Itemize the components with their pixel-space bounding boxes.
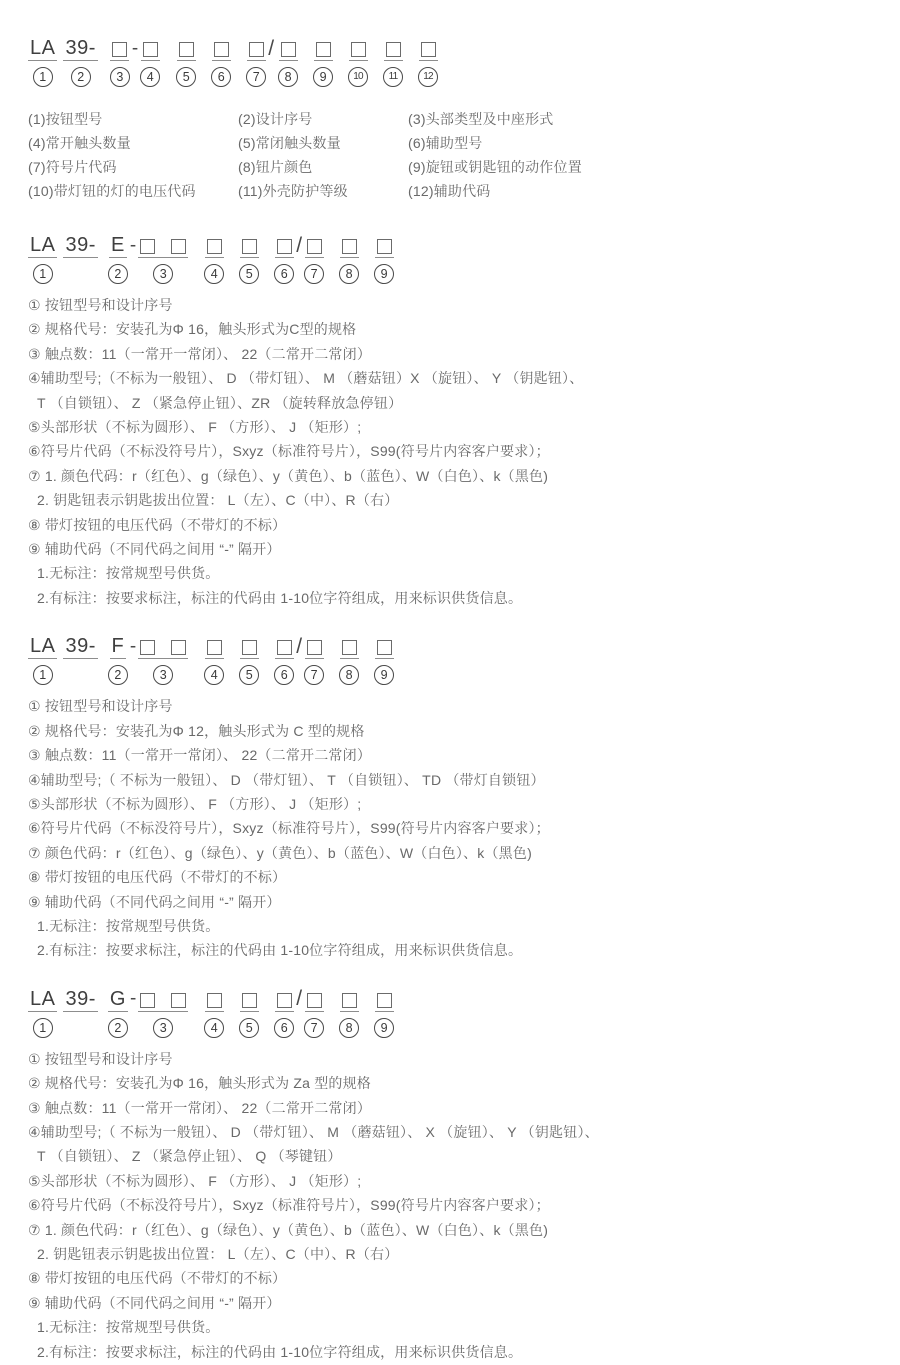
circled-number-6: 6 <box>274 1018 294 1038</box>
code-part-letter: G 2 <box>108 987 128 1038</box>
circled-number-6: 6 <box>211 67 231 87</box>
code-box <box>307 239 322 254</box>
spec-line: ⑥符号片代码（不标没符号片），Sxyz（标准符号片），S99(符号片内容客户要求）； <box>28 820 550 837</box>
spec-line: T （自锁钮）、 Z （紧急停止钮）、 Q （琴键钮） <box>37 1148 342 1165</box>
code-box <box>342 640 357 655</box>
code-part-series: 39- <box>65 987 96 1010</box>
section-la39-g <box>28 987 870 1364</box>
spec-line: ② 规格代号：安装孔为Φ 12，触头形式为 C 型的规格 <box>28 722 365 739</box>
spec-line: ⑧ 带灯按钮的电压代码（不带灯的不标） <box>28 869 287 886</box>
spec-line: 2.有标注：按要求标注，标注的代码由 1-10位字符组成，用来标识供货信息。 <box>37 1343 523 1360</box>
code-slot-6 <box>274 987 294 1038</box>
hyphen-separator: - <box>129 234 137 256</box>
code-slot-9 <box>313 36 333 87</box>
circled-number-2: 2 <box>108 665 128 685</box>
code-box <box>277 640 292 655</box>
code-slot-4 <box>204 233 224 284</box>
spec-line: ⑥符号片代码（不标没符号片），Sxyz（标准符号片），S99(符号片内容客户要求）； <box>28 443 550 460</box>
circled-number-7: 7 <box>246 67 266 87</box>
code-box <box>143 42 158 57</box>
code-slot-7 <box>304 987 324 1038</box>
spec-line: 1.无标注：按常规型号供货。 <box>37 565 220 582</box>
code-box <box>377 993 392 1008</box>
circled-number-10: 10 <box>348 67 368 87</box>
circled-number-7: 7 <box>304 264 324 284</box>
circled-number-5: 5 <box>239 264 259 284</box>
spec-line: ③ 触点数：11（一常开一常闭）、 22（二常开二常闭） <box>28 345 372 362</box>
legend-item: (4)常开触头数量 <box>28 135 131 151</box>
section-g-lines <box>28 1047 870 1364</box>
code-slot-7 <box>304 233 324 284</box>
section-la39-e <box>28 233 870 610</box>
circled-number-5: 5 <box>176 67 196 87</box>
code-box <box>307 993 322 1008</box>
spec-line: 2.有标注：按要求标注，标注的代码由 1-10位字符组成，用来标识供货信息。 <box>37 942 523 959</box>
circled-number-4: 4 <box>204 264 224 284</box>
code-box <box>342 239 357 254</box>
circled-number-2: 2 <box>71 67 91 87</box>
circled-number-1: 1 <box>33 1018 53 1038</box>
hyphen-separator: - <box>131 37 139 59</box>
spec-line: 1.无标注：按常规型号供货。 <box>37 1319 220 1336</box>
spec-line: ⑨ 辅助代码（不同代码之间用 “-” 隔开） <box>28 893 281 910</box>
spec-line: 2. 钥匙钮表示钥匙拔出位置： L（左）、C（中）、R（右） <box>37 492 399 509</box>
spec-line: ① 按钮型号和设计序号 <box>28 698 173 715</box>
spec-line: ③ 触点数：11（一常开一常闭）、 22（二常开二常闭） <box>28 747 372 764</box>
code-slot-11 <box>383 36 403 87</box>
code-slot-4 <box>140 36 160 87</box>
spec-line: ⑦ 1. 颜色代码：r（红色）、g（绿色）、y（黄色）、b（蓝色）、W（白色）、k（黑色) <box>28 1221 549 1238</box>
slash-separator: / <box>296 987 303 1011</box>
code-slot-5 <box>176 36 196 87</box>
code-box <box>307 640 322 655</box>
code-box <box>386 42 401 57</box>
code-box <box>316 42 331 57</box>
model-code-diagram-f <box>28 634 870 685</box>
brand-text: LA <box>30 37 56 59</box>
slash-separator: / <box>296 634 303 658</box>
code-slot-5 <box>239 233 259 284</box>
spec-line: ⑤头部形状（不标为圆形）、 F （方形）、 J （矩形）; <box>28 1172 362 1189</box>
series-text: 39- <box>65 37 96 59</box>
slash-separator: / <box>268 36 275 60</box>
spec-line: ④辅助型号;（不标为一般钮）、 D （带灯钮）、 M （蘑菇钮）X （旋钮）、 Y （钥匙钮）、 <box>28 370 584 387</box>
code-box <box>377 640 392 655</box>
code-box <box>207 640 222 655</box>
code-part-series <box>63 36 97 87</box>
code-part-brand: LA 1 <box>28 987 57 1038</box>
slash-separator: / <box>296 233 303 257</box>
spec-line: ⑧ 带灯按钮的电压代码（不带灯的不标） <box>28 1270 287 1287</box>
code-box <box>214 42 229 57</box>
code-box <box>171 640 186 655</box>
circled-number-12: 12 <box>418 67 438 87</box>
circled-number-5: 5 <box>239 1018 259 1038</box>
code-box <box>421 42 436 57</box>
circled-number-7: 7 <box>304 1018 324 1038</box>
code-slot-contacts <box>138 987 188 1038</box>
legend-item: (1)按钮型号 <box>28 111 103 127</box>
circled-number-11: 11 <box>383 67 403 87</box>
circled-number-4: 4 <box>140 67 160 87</box>
circled-number-3: 3 <box>153 264 173 284</box>
code-slot-8 <box>278 36 298 87</box>
code-box <box>179 42 194 57</box>
model-code-diagram-e <box>28 233 870 284</box>
legend-item: (5)常闭触头数量 <box>238 135 341 151</box>
code-slot-8 <box>339 987 359 1038</box>
code-slot-12 <box>418 36 438 87</box>
code-box <box>140 640 155 655</box>
spec-line: ① 按钮型号和设计序号 <box>28 297 173 313</box>
circled-number-9: 9 <box>374 264 394 284</box>
code-slot-contacts <box>138 634 188 685</box>
code-box <box>112 42 127 57</box>
code-slot-6 <box>274 233 294 284</box>
code-part-letter: F 2 <box>108 634 128 685</box>
legend-item: (6)辅助型号 <box>408 135 483 151</box>
spec-line: ③ 触点数：11（一常开一常闭）、 22（二常开二常闭） <box>28 1099 372 1116</box>
spec-line: ④辅助型号;（ 不标为一般钮）、 D （带灯钮）、 T （自锁钮）、 TD （带灯自锁钮） <box>28 771 545 788</box>
spec-line: ⑨ 辅助代码（不同代码之间用 “-” 隔开） <box>28 541 281 558</box>
spec-line: 2.有标注：按要求标注，标注的代码由 1-10位字符组成，用来标识供货信息。 <box>37 589 523 606</box>
spec-line: ① 按钮型号和设计序号 <box>28 1050 173 1067</box>
section-f-lines <box>28 694 870 962</box>
legend-item: (8)钮片颜色 <box>238 159 313 175</box>
circled-number-3: 3 <box>153 665 173 685</box>
spec-line: 2. 钥匙钮表示钥匙拔出位置： L（左）、C（中）、R（右） <box>37 1246 399 1262</box>
circled-number-9: 9 <box>374 665 394 685</box>
spec-line: ④辅助型号;（ 不标为一般钮）、 D （带灯钮）、 M （蘑菇钮）、 X （旋钮）、 Y （钥匙钮）、 <box>28 1123 599 1140</box>
spec-line: ⑨ 辅助代码（不同代码之间用 “-” 隔开） <box>28 1294 281 1311</box>
circled-number-1: 1 <box>33 67 53 87</box>
code-box <box>249 42 264 57</box>
code-slot-contacts <box>138 233 188 284</box>
circled-number-7: 7 <box>304 665 324 685</box>
code-box <box>171 239 186 254</box>
code-part-letter: E 2 <box>108 233 128 284</box>
hyphen-separator: - <box>129 635 137 657</box>
spec-line: ⑧ 带灯按钮的电压代码（不带灯的不标） <box>28 516 287 533</box>
circled-number-2: 2 <box>108 264 128 284</box>
code-legend <box>28 107 870 203</box>
circled-number-9: 9 <box>374 1018 394 1038</box>
code-box <box>277 993 292 1008</box>
code-slot-5 <box>239 634 259 685</box>
code-box <box>140 239 155 254</box>
code-box <box>377 239 392 254</box>
code-slot-6 <box>211 36 231 87</box>
legend-item: (2)设计序号 <box>238 111 313 127</box>
legend-item: (10)带灯钮的灯的电压代码 <box>28 183 196 199</box>
code-slot-8 <box>339 634 359 685</box>
spec-line: ⑤头部形状（不标为圆形）、 F （方形）、 J （矩形）; <box>28 795 362 812</box>
circled-number-8: 8 <box>339 1018 359 1038</box>
code-part-series: 39- <box>65 234 96 256</box>
spec-line: ② 规格代号：安装孔为Φ 16，触头形式为C型的规格 <box>28 321 357 338</box>
code-box <box>242 640 257 655</box>
code-part-series: 39- <box>65 635 96 658</box>
model-code-diagram-full <box>28 36 870 87</box>
code-slot-7 <box>246 36 266 87</box>
code-slot-6 <box>274 634 294 685</box>
legend-item: (12)辅助代码 <box>408 183 491 199</box>
code-box <box>140 993 155 1008</box>
circled-number-2: 2 <box>108 1018 128 1038</box>
spec-line: ⑦ 颜色代码：r（红色）、g（绿色）、y（黄色）、b（蓝色）、W（白色）、k（黑色) <box>28 844 532 861</box>
code-box <box>242 993 257 1008</box>
spec-line: T （自锁钮）、 Z （紧急停止钮）、ZR （旋转释放急停钮） <box>37 394 403 411</box>
code-box <box>207 993 222 1008</box>
code-box <box>281 42 296 57</box>
circled-number-8: 8 <box>339 264 359 284</box>
code-slot-9 <box>374 987 394 1038</box>
code-slot-5 <box>239 987 259 1038</box>
code-box <box>242 239 257 254</box>
code-slot-10 <box>348 36 368 87</box>
circled-number-1: 1 <box>33 264 53 284</box>
circled-number-3: 3 <box>110 67 130 87</box>
code-box <box>207 239 222 254</box>
legend-item: (11)外壳防护等级 <box>238 183 348 199</box>
circled-number-4: 4 <box>204 665 224 685</box>
circled-number-9: 9 <box>313 67 333 87</box>
legend-item: (9)旋钮或钥匙钮的动作位置 <box>408 159 582 175</box>
legend-item: (7)符号片代码 <box>28 159 117 175</box>
code-box <box>277 239 292 254</box>
code-box <box>342 993 357 1008</box>
circled-number-6: 6 <box>274 264 294 284</box>
code-box <box>171 993 186 1008</box>
spec-line: ⑤头部形状（不标为圆形）、 F （方形）、 J （矩形）; <box>28 419 362 436</box>
model-code-diagram-g <box>28 987 870 1038</box>
code-box <box>351 42 366 57</box>
code-slot-9 <box>374 233 394 284</box>
circled-number-8: 8 <box>278 67 298 87</box>
spec-line: 1.无标注：按常规型号供货。 <box>37 917 220 934</box>
code-slot-7 <box>304 634 324 685</box>
spec-line: ⑦ 1. 颜色代码：r（红色）、g（绿色）、y（黄色）、b（蓝色）、W（白色）、k（黑色) <box>28 467 549 484</box>
circled-number-8: 8 <box>339 665 359 685</box>
circled-number-6: 6 <box>274 665 294 685</box>
code-slot-4 <box>204 987 224 1038</box>
code-slot-9 <box>374 634 394 685</box>
circled-number-3: 3 <box>153 1018 173 1038</box>
circled-number-4: 4 <box>204 1018 224 1038</box>
circled-number-5: 5 <box>239 665 259 685</box>
code-slot-4 <box>204 634 224 685</box>
section-la39-f <box>28 634 870 962</box>
code-slot-3 <box>110 36 130 87</box>
code-part-brand: LA 1 <box>28 233 57 284</box>
code-part-brand: LA 1 <box>28 634 57 685</box>
hyphen-separator: - <box>129 988 137 1010</box>
legend-item: (3)头部类型及中座形式 <box>408 111 554 127</box>
code-slot-8 <box>339 233 359 284</box>
section-e-lines <box>28 293 870 610</box>
spec-line: ⑥符号片代码（不标没符号片），Sxyz（标准符号片），S99(符号片内容客户要求）； <box>28 1197 550 1214</box>
code-part-brand <box>28 36 57 87</box>
spec-line: ② 规格代号：安装孔为Φ 16，触头形式为 Za 型的规格 <box>28 1075 371 1092</box>
circled-number-1: 1 <box>33 665 53 685</box>
